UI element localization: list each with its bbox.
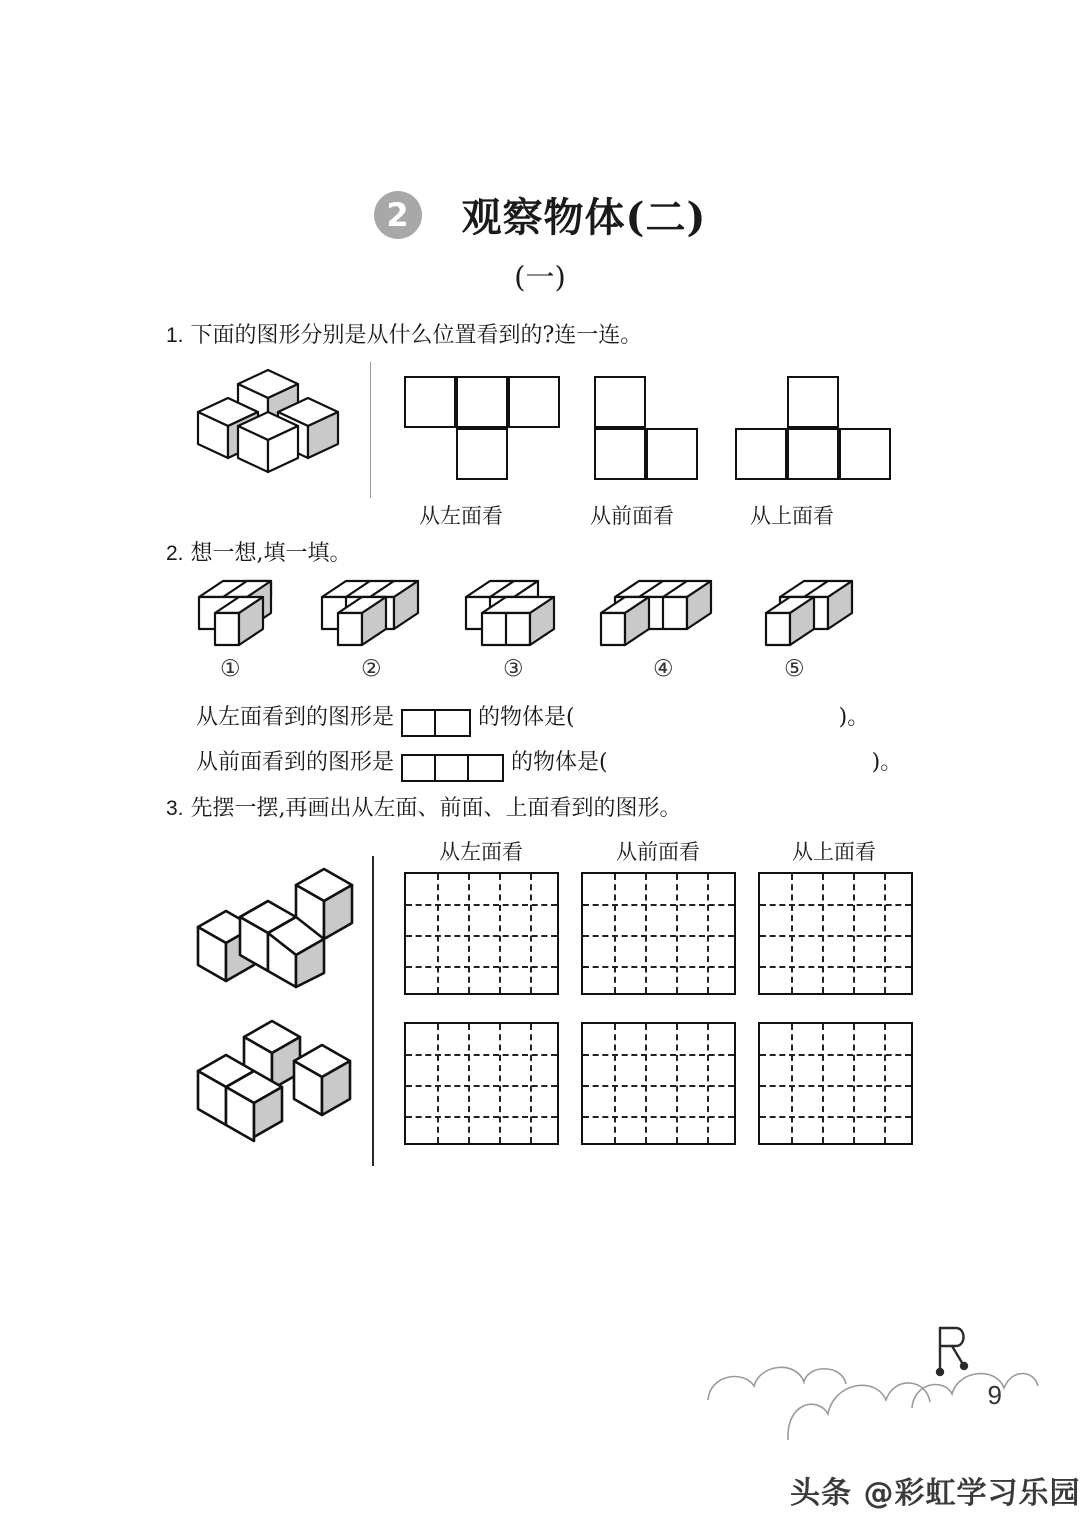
grid-divider <box>614 1024 616 1143</box>
fill-line-2-lead: 从前面看到的图形是 <box>196 750 395 775</box>
question-1-caption-2: 从上面看 <box>750 504 834 528</box>
grid-divider <box>822 874 824 993</box>
question-1-divider <box>370 362 371 498</box>
grid-cell <box>646 428 698 480</box>
grid-divider <box>760 966 911 968</box>
question-1-shape-front-view <box>594 376 698 480</box>
grid-divider <box>468 1024 470 1143</box>
question-2-item-label-2: ② <box>361 656 382 682</box>
question-3-text <box>166 791 682 822</box>
grid-cell <box>436 711 469 735</box>
grid-divider <box>791 1024 793 1143</box>
question-2-figure-1 <box>195 575 291 655</box>
question-2-number: 2. <box>166 542 184 565</box>
question-1-text <box>166 318 642 349</box>
fill-line-2-mid: 的物体是( <box>511 750 608 775</box>
question-1-body: 下面的图形分别是从什么位置看到的?连一连。 <box>190 323 643 348</box>
grid-divider <box>468 874 470 993</box>
question-2-figure-5 <box>762 575 872 657</box>
grid-divider <box>437 874 439 993</box>
question-2-body: 想一想,填一填。 <box>190 541 352 566</box>
grid-divider <box>884 1024 886 1143</box>
question-3-cube-figure-2 <box>190 1015 358 1137</box>
grid-divider <box>499 874 501 993</box>
grid-cell <box>403 711 436 735</box>
grid-cell <box>508 376 560 428</box>
grid-cell <box>787 376 839 428</box>
grid-cell <box>456 428 508 480</box>
fill-line-1-shape <box>401 709 471 737</box>
grid-divider <box>853 1024 855 1143</box>
fill-line-2-tail: )。 <box>871 750 903 775</box>
grid-divider <box>645 874 647 993</box>
question-3-cube-figure-1 <box>190 865 358 990</box>
grid-divider <box>760 1085 911 1087</box>
answer-grid-top-view-2[interactable] <box>758 1022 913 1145</box>
question-1-caption-1: 从前面看 <box>590 504 674 528</box>
fill-line-1-mid: 的物体是( <box>478 705 575 730</box>
grid-divider <box>707 1024 709 1143</box>
chapter-badge-icon: 2 <box>374 191 422 239</box>
grid-divider <box>406 904 557 906</box>
grid-divider <box>676 1024 678 1143</box>
grid-cell <box>403 756 436 780</box>
question-1-shape-top-view <box>735 376 891 480</box>
grid-divider <box>822 1024 824 1143</box>
question-1-shape-left-view <box>404 376 560 480</box>
grid-divider <box>530 1024 532 1143</box>
grid-divider <box>676 874 678 993</box>
grid-divider <box>707 874 709 993</box>
grid-cell <box>469 756 502 780</box>
grid-divider <box>760 935 911 937</box>
grid-cell <box>456 376 508 428</box>
cloud-icon <box>700 1290 1040 1440</box>
fill-line-2-shape <box>401 754 504 782</box>
question-3-grid-header-0: 从左面看 <box>439 840 523 864</box>
question-2-item-label-1: ① <box>220 656 241 682</box>
question-2-item-label-3: ③ <box>503 656 524 682</box>
grid-divider <box>406 966 557 968</box>
question-3-divider <box>372 856 374 1166</box>
grid-divider <box>583 1116 734 1118</box>
grid-divider <box>583 966 734 968</box>
question-2-figure-3 <box>462 575 572 655</box>
grid-divider <box>406 1085 557 1087</box>
grid-cell <box>839 428 891 480</box>
question-3-grid-header-1: 从前面看 <box>616 840 700 864</box>
grid-cell <box>404 376 456 428</box>
page-header <box>0 186 1080 243</box>
fill-line-1-lead: 从左面看到的图形是 <box>196 705 395 730</box>
grid-cell <box>594 376 646 428</box>
question-1-number: 1. <box>166 324 184 347</box>
grid-divider <box>437 1024 439 1143</box>
question-2-fill-line-1 <box>196 700 869 737</box>
question-1-caption-0: 从左面看 <box>419 504 503 528</box>
grid-divider <box>530 874 532 993</box>
question-2-fill-line-2 <box>196 745 902 782</box>
question-1-cube-figure <box>190 366 350 476</box>
page-subtitle: (一) <box>514 260 566 294</box>
watermark-text: 头条 @彩虹学习乐园 <box>790 1476 1080 1511</box>
grid-divider <box>583 1054 734 1056</box>
grid-divider <box>884 874 886 993</box>
page-title: 观察物体(二) <box>461 194 707 241</box>
grid-cell <box>436 756 469 780</box>
question-2-figure-4 <box>597 575 733 657</box>
grid-divider <box>583 935 734 937</box>
grid-cell <box>594 428 646 480</box>
answer-grid-front-view-1[interactable] <box>581 872 736 995</box>
question-3-number: 3. <box>166 797 184 820</box>
grid-cell <box>787 428 839 480</box>
question-2-figure-2 <box>318 575 442 655</box>
page-number: 9 <box>987 1380 1002 1410</box>
question-2-item-label-4: ④ <box>653 656 674 682</box>
grid-divider <box>583 1085 734 1087</box>
grid-divider <box>406 1116 557 1118</box>
question-2-item-label-5: ⑤ <box>784 656 805 682</box>
grid-divider <box>760 1116 911 1118</box>
question-3-grid-header-2: 从上面看 <box>792 840 876 864</box>
grid-divider <box>499 1024 501 1143</box>
grid-divider <box>645 1024 647 1143</box>
grid-divider <box>583 904 734 906</box>
grid-divider <box>406 1054 557 1056</box>
publisher-logo-icon <box>930 1320 974 1380</box>
grid-divider <box>853 874 855 993</box>
answer-grid-front-view-2[interactable] <box>581 1022 736 1145</box>
grid-divider <box>614 874 616 993</box>
grid-divider <box>760 1054 911 1056</box>
grid-divider <box>760 904 911 906</box>
answer-grid-left-view-1[interactable] <box>404 872 559 995</box>
question-2-text <box>166 536 352 567</box>
grid-cell <box>735 428 787 480</box>
fill-line-1-tail: )。 <box>838 705 870 730</box>
answer-grid-left-view-2[interactable] <box>404 1022 559 1145</box>
question-3-body: 先摆一摆,再画出从左面、前面、上面看到的图形。 <box>190 796 682 821</box>
grid-divider <box>791 874 793 993</box>
grid-divider <box>406 935 557 937</box>
answer-grid-top-view-1[interactable] <box>758 872 913 995</box>
